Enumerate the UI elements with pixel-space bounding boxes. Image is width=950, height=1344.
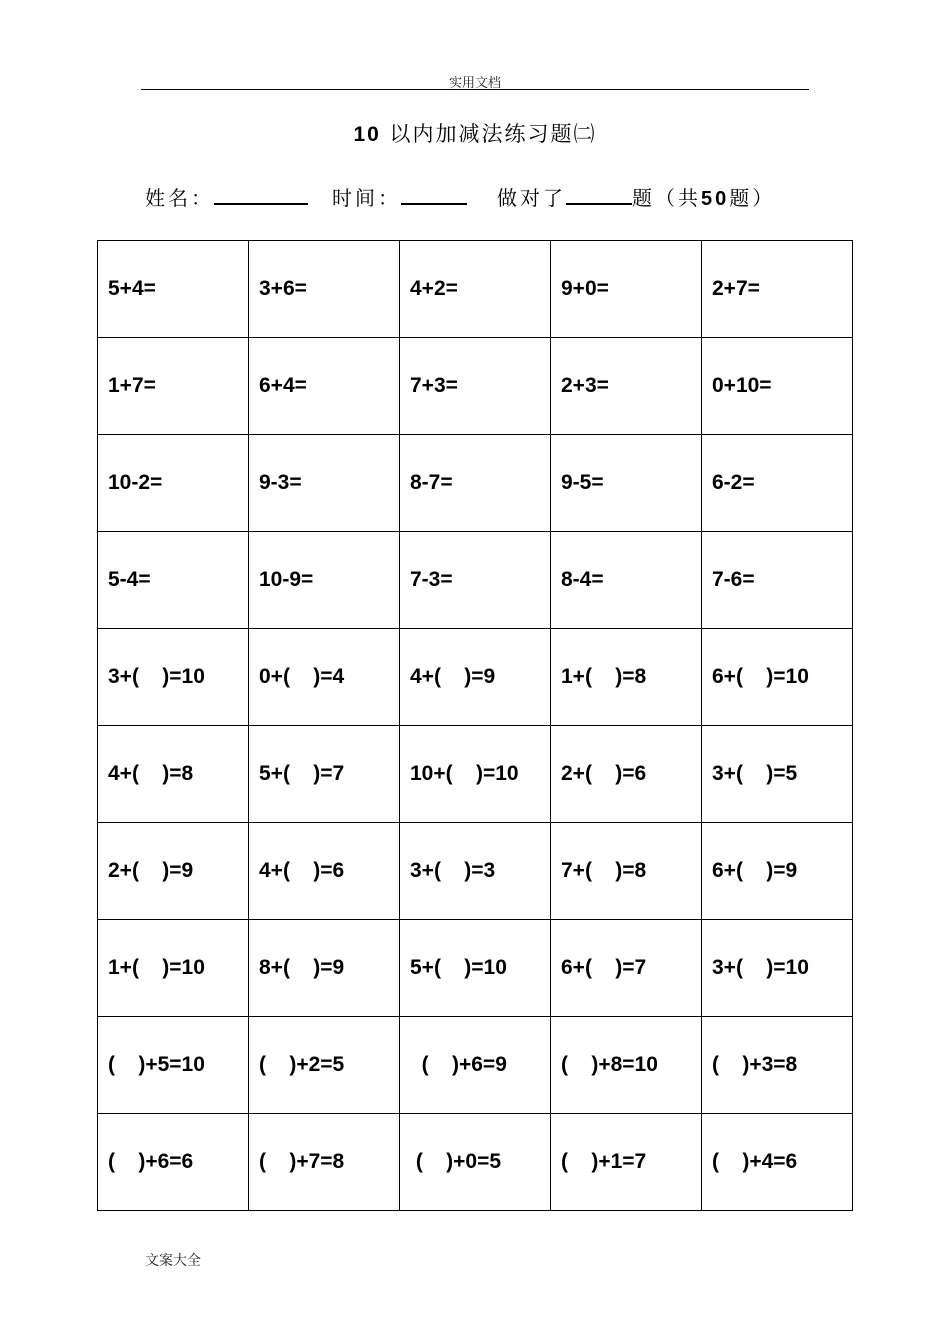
problem-cell: 5+4= — [98, 241, 249, 338]
problem-row — [98, 920, 853, 1017]
problem-cell: 0+10= — [702, 338, 853, 435]
problem-cell: 7-6= — [702, 532, 853, 629]
correct-blank — [566, 185, 632, 205]
problem-row — [98, 435, 853, 532]
problem-row — [98, 338, 853, 435]
page-footer: 文案大全 — [145, 1253, 201, 1269]
problem-row — [98, 823, 853, 920]
problem-cell: ( )+6=9 — [400, 1017, 551, 1114]
problem-cell: 4+( )=6 — [249, 823, 400, 920]
header-divider — [141, 89, 809, 90]
problem-cell: 1+7= — [98, 338, 249, 435]
correct-suffix: 题（共 — [632, 186, 701, 210]
page-header: 实用文档 — [448, 76, 501, 91]
problem-cell: 10-9= — [249, 532, 400, 629]
problem-cell: 2+( )=9 — [98, 823, 249, 920]
problem-cell: 6-2= — [702, 435, 853, 532]
problem-cell: 3+( )=3 — [400, 823, 551, 920]
problem-cell: 1+( )=8 — [551, 629, 702, 726]
total-suffix: 题） — [729, 186, 776, 210]
problem-row — [98, 241, 853, 338]
problem-cell: 4+( )=8 — [98, 726, 249, 823]
problem-cell: 6+( )=9 — [702, 823, 853, 920]
problem-cell: 2+3= — [551, 338, 702, 435]
problem-cell: ( )+2=5 — [249, 1017, 400, 1114]
name-blank — [214, 185, 308, 205]
problem-cell: 8-7= — [400, 435, 551, 532]
title-number: 10 — [353, 123, 381, 146]
problem-cell: 3+( )=5 — [702, 726, 853, 823]
problem-cell: 3+6= — [249, 241, 400, 338]
problem-cell: 5+( )=7 — [249, 726, 400, 823]
problem-row — [98, 532, 853, 629]
problem-cell: 7-3= — [400, 532, 551, 629]
problem-cell: ( )+5=10 — [98, 1017, 249, 1114]
problem-cell: 3+( )=10 — [98, 629, 249, 726]
problem-cell: 7+( )=8 — [551, 823, 702, 920]
problem-cell: 4+( )=9 — [400, 629, 551, 726]
problem-cell: ( )+8=10 — [551, 1017, 702, 1114]
problem-cell: 9-5= — [551, 435, 702, 532]
problem-cell: 7+3= — [400, 338, 551, 435]
problem-cell: 0+( )=4 — [249, 629, 400, 726]
problem-row — [98, 1017, 853, 1114]
problem-cell: 1+( )=10 — [98, 920, 249, 1017]
name-label: 姓名： — [145, 186, 214, 210]
problem-cell: 8-4= — [551, 532, 702, 629]
problem-row — [98, 629, 853, 726]
time-label: 时间： — [332, 186, 401, 210]
problem-cell: ( )+3=8 — [702, 1017, 853, 1114]
problem-cell: 2+( )=6 — [551, 726, 702, 823]
problem-grid — [97, 240, 853, 1211]
total-count: 50 — [701, 188, 730, 210]
student-info-line — [145, 182, 775, 211]
problem-cell: ( )+4=6 — [702, 1114, 853, 1211]
title-text: 以内加减法练习题㈡ — [380, 122, 597, 146]
problem-cell: ( )+6=6 — [98, 1114, 249, 1211]
problem-cell: 5+( )=10 — [400, 920, 551, 1017]
problem-row — [98, 1114, 853, 1211]
problem-cell: 3+( )=10 — [702, 920, 853, 1017]
problem-cell: 4+2= — [400, 241, 551, 338]
worksheet-title — [0, 118, 950, 148]
problem-cell: 8+( )=9 — [249, 920, 400, 1017]
problem-cell: 6+( )=7 — [551, 920, 702, 1017]
problem-cell: ( )+1=7 — [551, 1114, 702, 1211]
correct-label: 做对了 — [497, 186, 566, 210]
problem-cell: 9-3= — [249, 435, 400, 532]
problem-cell: ( )+7=8 — [249, 1114, 400, 1211]
problem-cell: 2+7= — [702, 241, 853, 338]
time-blank — [401, 185, 467, 205]
problem-cell: 6+4= — [249, 338, 400, 435]
problem-cell: 5-4= — [98, 532, 249, 629]
problem-cell: 10-2= — [98, 435, 249, 532]
problem-cell: 9+0= — [551, 241, 702, 338]
problem-cell: ( )+0=5 — [400, 1114, 551, 1211]
problem-cell: 6+( )=10 — [702, 629, 853, 726]
problem-cell: 10+( )=10 — [400, 726, 551, 823]
problem-row — [98, 726, 853, 823]
